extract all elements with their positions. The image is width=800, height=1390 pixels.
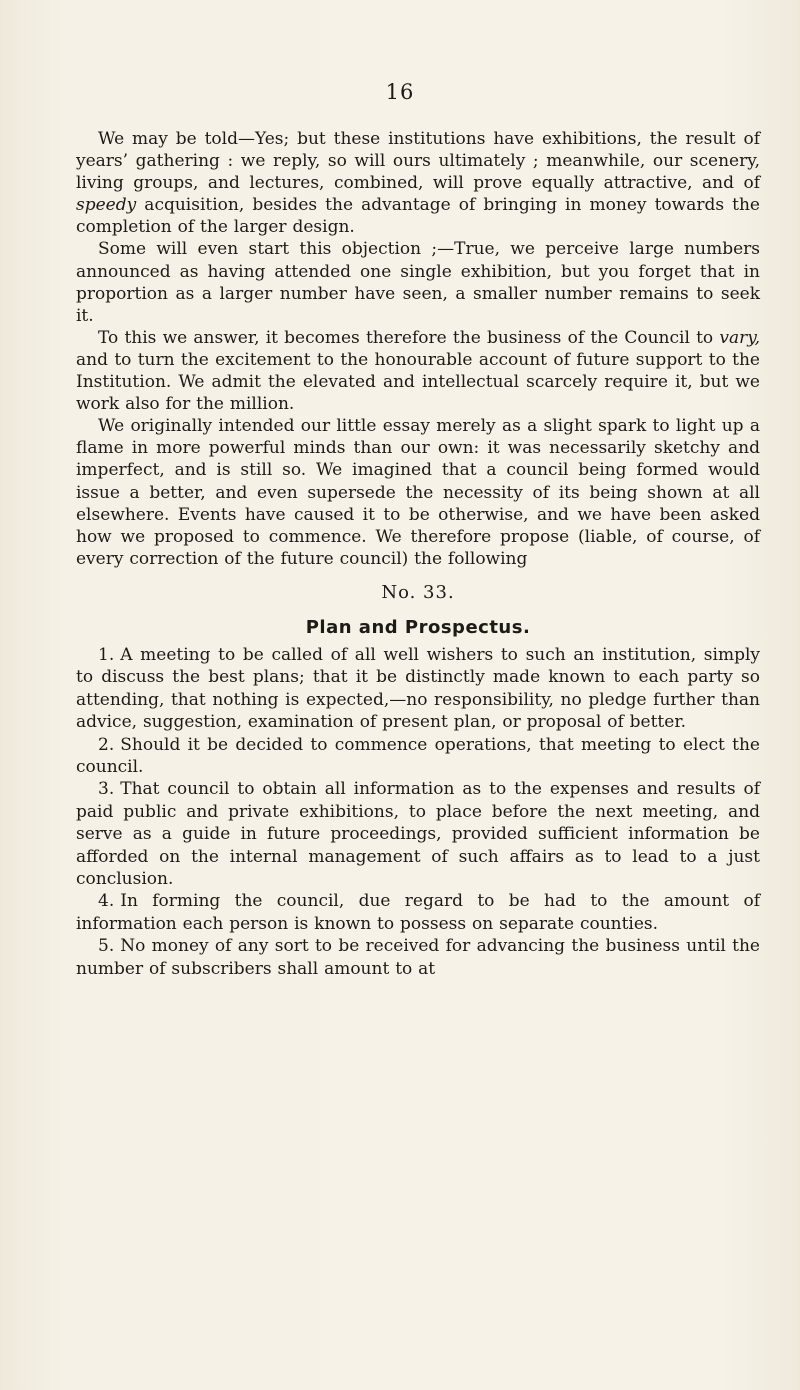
document-body (76, 128, 760, 980)
list-item (76, 644, 760, 734)
list-item-text: No money of any sort to be received for advancing the business until the number of subscribers shall amount to at (76, 936, 760, 979)
paragraph-3-emphasis: vary, (719, 327, 760, 348)
list-item (76, 778, 760, 890)
paragraph-4 (76, 415, 760, 570)
section-heading: Plan and Prospectus. (305, 616, 531, 638)
paragraph-3-text-end: and to turn the excitement to the honourable account of future support to the Institution. We admit the elevated and intellectual scarcely require it, but we work also for the million. (76, 349, 760, 415)
paragraph-1-text: We may be told—Yes; but these institutions have exhibitions, the result of years’ gathering : we reply, so will ours ultimately ; meanwhile, our scenery, living groups, and lectures, combined, will prove equally attractive, and of (76, 129, 760, 194)
paragraph-2-text: Some will even start this objection ;—True, we perceive large numbers announced as having attended one single exhibition, but you forget that in proportion as a larger number have seen, a smaller number remains to seek it. (76, 239, 760, 326)
list-item (76, 734, 760, 779)
page-number: 16 (385, 80, 415, 104)
list-item-text: In forming the council, due regard to be had to the amount of information each person is known to possess on separate counties. (76, 891, 760, 934)
paragraph-3 (76, 327, 760, 415)
list-item (76, 935, 760, 980)
paragraph-1-emphasis: speedy (76, 195, 137, 216)
list-item-number: 1. (98, 644, 115, 665)
list-item-text: That council to obtain all information as to the expenses and results of paid public and private exhibitions, to place before the next meeting, and serve as a guide in future proceedings, provided sufficient information be afforded on the internal management of such affairs as to lead to a just conclusion. (76, 779, 760, 889)
list-item-number: 4. (98, 891, 115, 912)
paragraph-1-text-end: acquisition, besides the advantage of bringing in money towards the completion of the larger design. (76, 195, 760, 238)
paragraph-4-text: We originally intended our little essay merely as a slight spark to light up a flame in more powerful minds than our own: it was necessarily sketchy and imperfect, and is still so. We imagined that a council being formed would issue a better, and even supersede the necessity of its being shown at all elsewhere. Events have caused it to be otherwise, and we have been asked how we proposed to commence. We therefore propose (liable, of course, of every correction of the future council) the following (76, 416, 760, 569)
paragraph-1 (76, 128, 760, 238)
paragraph-3-text: To this we answer, it becomes therefore the business of the Council to (98, 327, 720, 348)
list-item-number: 5. (98, 936, 115, 957)
section-number: No. 33. (381, 581, 455, 603)
list-item-number: 2. (98, 734, 115, 755)
list-item-number: 3. (98, 779, 115, 800)
list-item-text: A meeting to be called of all well wishers to such an institution, simply to discuss the best plans; that it be distinctly made known to each party so attending, that nothing is expected,—no responsibility, no pledge further than advice, suggestion, examination of present plan, or proposal of better. (76, 644, 760, 733)
list-item-text: Should it be decided to commence operations, that meeting to elect the council. (76, 734, 760, 777)
list-item (76, 890, 760, 935)
paragraph-2 (76, 238, 760, 326)
